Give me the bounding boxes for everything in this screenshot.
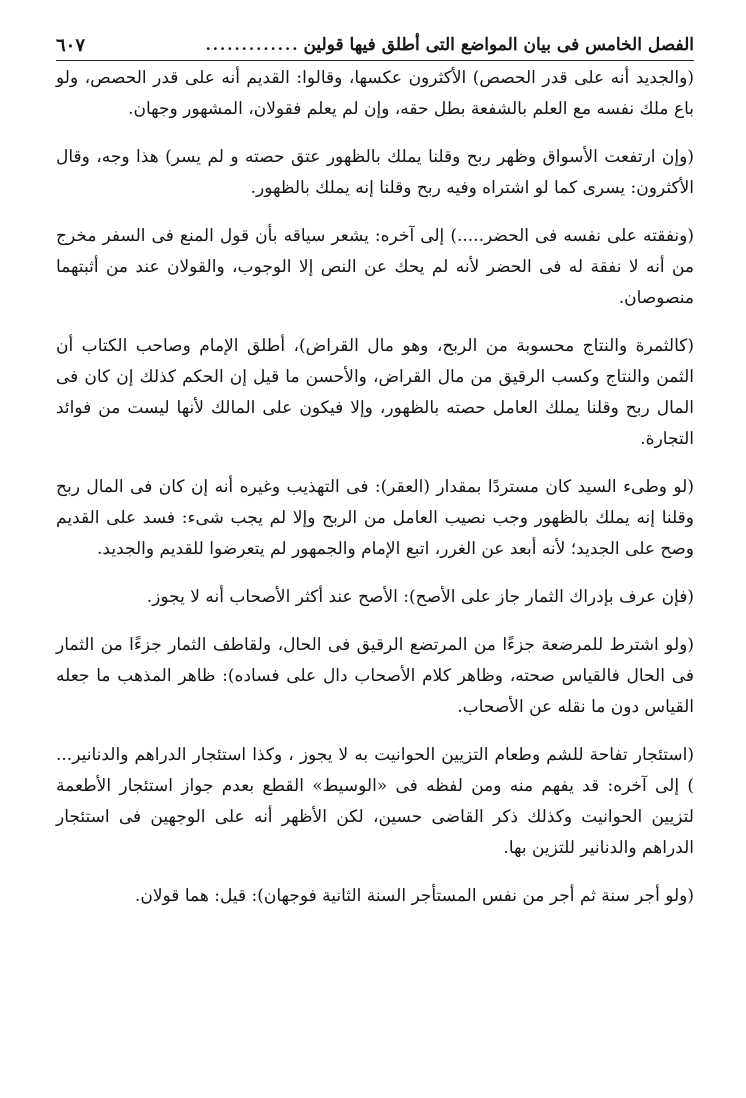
paragraph: (فإن عرف بإدراك الثمار جاز على الأصح): الأصح عند أكثر الأصحاب أنه لا يجوز. (146, 587, 694, 607)
document-page (56, 30, 694, 929)
header-leader-dots: ............. (205, 36, 300, 54)
paragraph: (ولو اشترط للمرضعة جزءًا من المرتضع الرقيق فى الحال، ولقاطف الثمار جزءًا من الثمار فى الحال فالقياس صحته، وظاهر كلام الأصحاب دال على فساده): ظاهر المذهب ما جعله القياس دون ما نقله عن الأصحاب. (56, 635, 694, 717)
paragraph: (استئجار تفاحة للشم وطعام التزيين الحوانيت به لا يجوز ، وكذا استئجار الدراهم والدنانير... ) إلى آخره: قد يفهم منه ومن لفظه فى «الوسيط» القطع بعدم جواز استئجار الأطعمة لتزيين الحوانيت وكذلك ذكر القاضى حسين، لكن الأظهر أنه على الوجهين فى استئجار الدراهم والدنانير للتزين بها. (56, 745, 694, 858)
paragraph: (وإن ارتفعت الأسواق وظهر ربح وقلنا يملك بالظهور عتق حصته و لم يسر) هذا وجه، وقال الأكثرون: يسرى كما لو اشتراه وفيه ربح وقلنا إنه يملك بالظهور. (56, 147, 694, 198)
paragraph: (كالثمرة والنتاج محسوبة من الربح، وهو مال القراض)، أطلق الإمام وصاحب الكتاب أن الثمن والنتاج وكسب الرقيق من مال القراض، والأحسن ما قيل إن الحكم كذلك إن كان فى المال ربح وقلنا يملك العامل حصته بالظهور، وإلا فيكون على المالك لأنها ليست من فوائد التجارة. (56, 336, 694, 449)
page-number: ٦٠٧ (56, 34, 86, 56)
paragraph: (والجديد أنه على قدر الحصص) الأكثرون عكسها، وقالوا: القديم أنه على قدر الحصص، ولو باع ملك نفسه مع العلم بالشفعة بطل حقه، وإن لم يعلم فقولان، المشهور وجهان. (56, 68, 694, 119)
chapter-title: الفصل الخامس فى بيان المواضع التى أطلق فيها قولين (303, 35, 694, 55)
paragraph: (ولو أجر سنة ثم أجر من نفس المستأجر السنة الثانية فوجهان): قيل: هما قولان. (134, 886, 694, 906)
running-header (56, 30, 694, 61)
paragraph: (ونفقته على نفسه فى الحضر.....) إلى آخره: يشعر سياقه بأن قول المنع فى السفر مخرج من أنه لا نفقة له فى الحضر لأنه لم يحك عن النص إلا الوجوب، والقولان عند من أثبتهما منصوصان. (56, 226, 694, 308)
paragraph: (لو وطىء السيد كان مستردًا بمقدار (العقر): فى التهذيب وغيره أنه إن كان فى المال ربح وقلنا إنه يملك بالظهور وجب نصيب العامل من الربح وإلا لم يجب شىء: فسد على القديم وصح على الجديد؛ لأنه أبعد عن الغرر، اتبع الإمام والجمهور لم يتعرضوا للقديم والجديد. (56, 477, 694, 559)
